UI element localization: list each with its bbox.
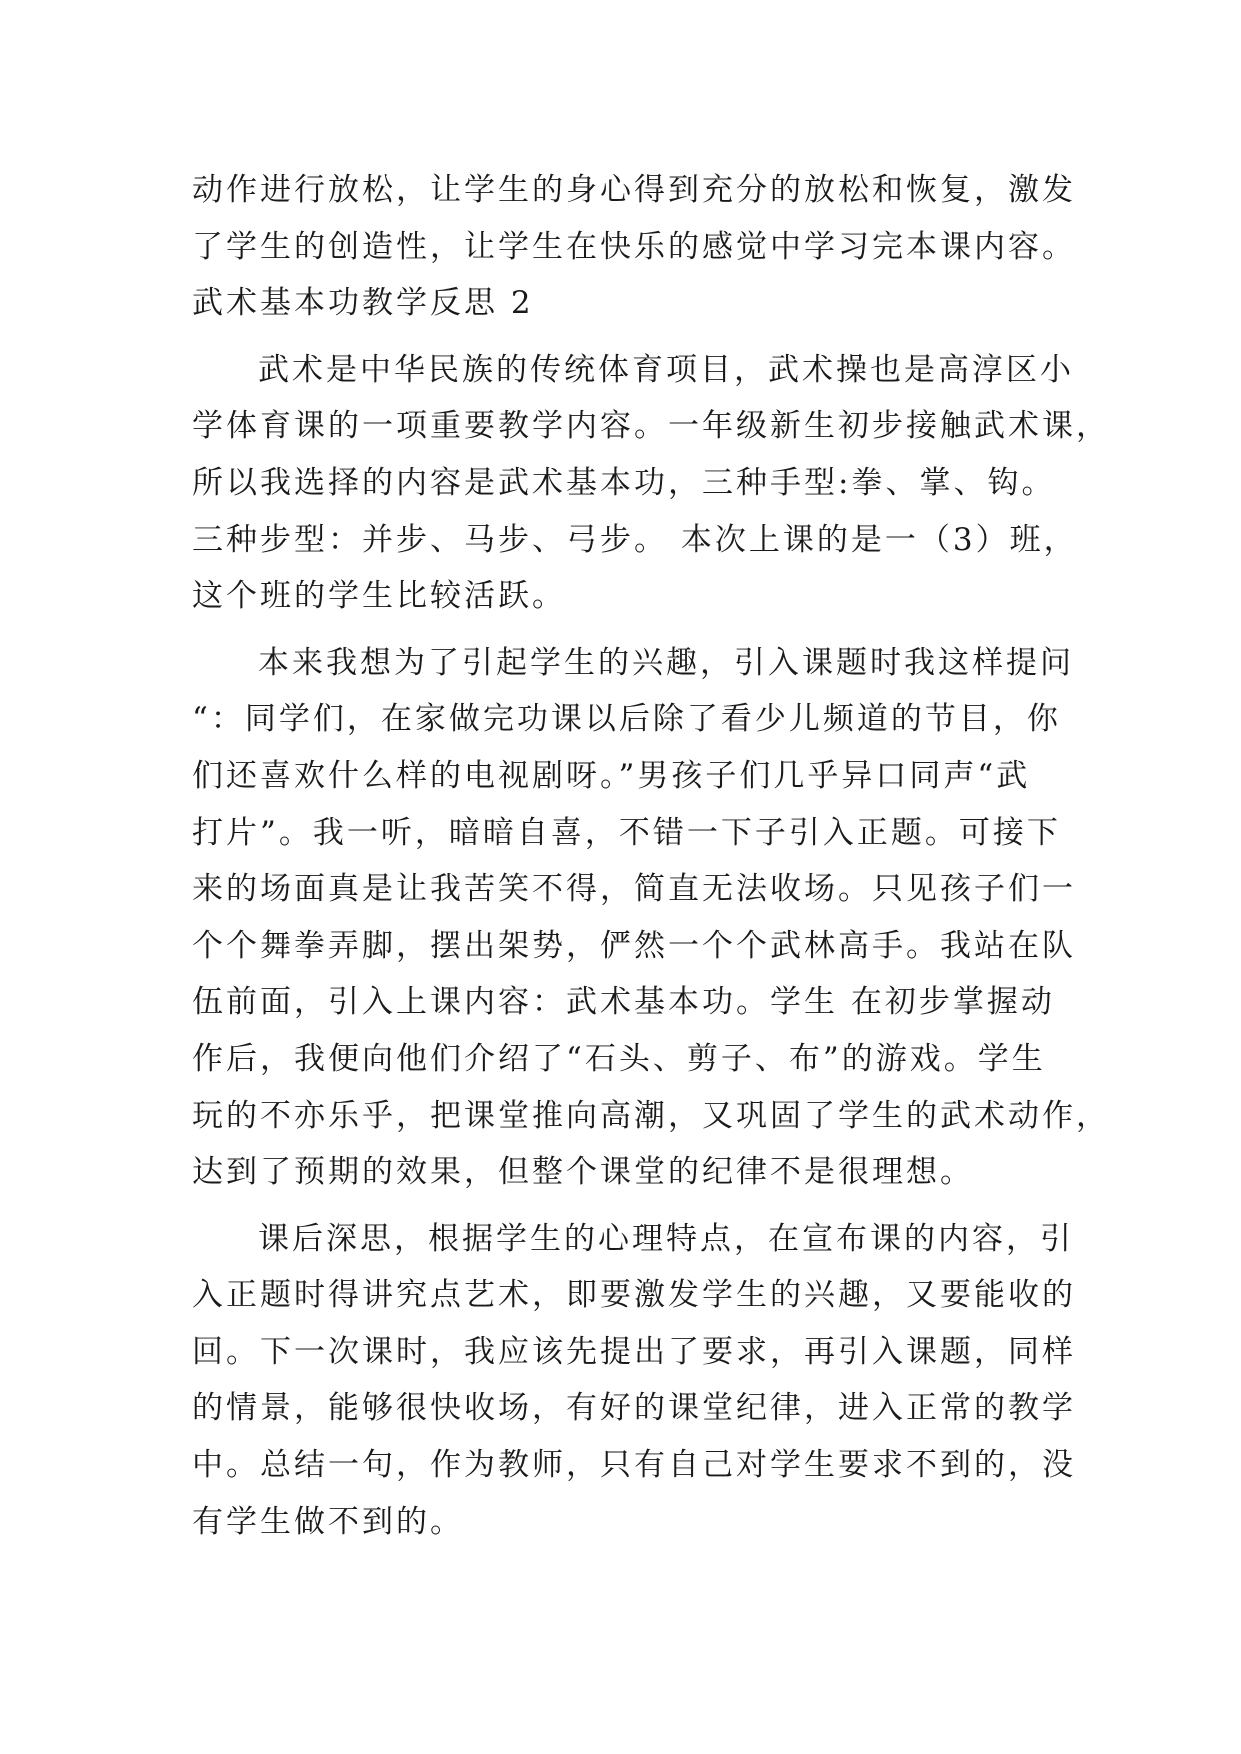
text-line: 打片”。我一听，暗暗自喜，不错一下子引入正题。可接下 (192, 814, 1061, 851)
paragraph-3 (192, 1211, 1076, 1551)
text-line: 的情景，能够很快收场，有好的课堂纪律，进入正常的教学 (192, 1390, 1076, 1427)
text-line: 伍前面，引入上课内容：武术基本功。学生 在初步掌握动 (192, 984, 1055, 1021)
text-line: 动作进行放松，让学生的身心得到充分的放松和恢复，激发 (192, 172, 1076, 208)
text-line: 个个舞拳弄脚，摆出架势，俨然一个个武林高手。我站在队 (192, 927, 1076, 964)
text-line: 达到了预期的效果，但整个课堂的纪律不是很理想。 (192, 1154, 974, 1191)
text-line: 所以我选择的内容是武术基本功，三种手型:拳、掌、钩。 (192, 464, 1056, 501)
text-line: 作后，我便向他们介绍了“石头、剪子、布”的游戏。学生 (192, 1040, 1046, 1077)
text-line: 武术是中华民族的传统体育项目，武术操也是高淳区小 (258, 351, 1074, 388)
text-line: 中。总结一句，作为教师，只有自己对学生要求不到的，没 (192, 1447, 1076, 1484)
text-line: 本来我想为了引起学生的兴趣，引入课题时我这样提问 (258, 644, 1074, 681)
text-line: 来的场面真是让我苦笑不得，简直无法收场。只见孩子们一 (192, 871, 1076, 908)
document-body (192, 162, 1110, 1550)
text-line: 学体育课的一项重要教学内容。一年级新生初步接触武术课， (192, 408, 1110, 445)
text-line: 回。下一次课时，我应该先提出了要求，再引入课题，同样 (192, 1333, 1076, 1370)
paragraph-2 (192, 635, 1110, 1201)
text-line: 有学生做不到的。 (192, 1503, 464, 1540)
paragraph-1 (192, 342, 1110, 625)
text-line: 课后深思，根据学生的心理特点，在宣布课的内容，引 (258, 1220, 1074, 1257)
text-line: 这个班的学生比较活跃。 (192, 578, 566, 615)
text-line: 三种步型：并步、马步、弓步。 本次上课的是一（3）班， (192, 521, 1078, 558)
text-line: 了学生的创造性，让学生在快乐的感觉中学习完本课内容。 (192, 228, 1076, 265)
text-line: 们还喜欢什么样的电视剧呀。”男孩子们几乎异口同声“武 (192, 757, 1031, 794)
text-line: 入正题时得讲究点艺术，即要激发学生的兴趣，又要能收的 (192, 1277, 1076, 1314)
text-line: 玩的不亦乐乎，把课堂推向高潮，又巩固了学生的武术动作， (192, 1097, 1110, 1134)
text-line: “：同学们，在家做完功课以后除了看少儿频道的节目，你 (192, 701, 1061, 738)
section-heading: 武术基本功教学反思 2 (192, 285, 534, 322)
